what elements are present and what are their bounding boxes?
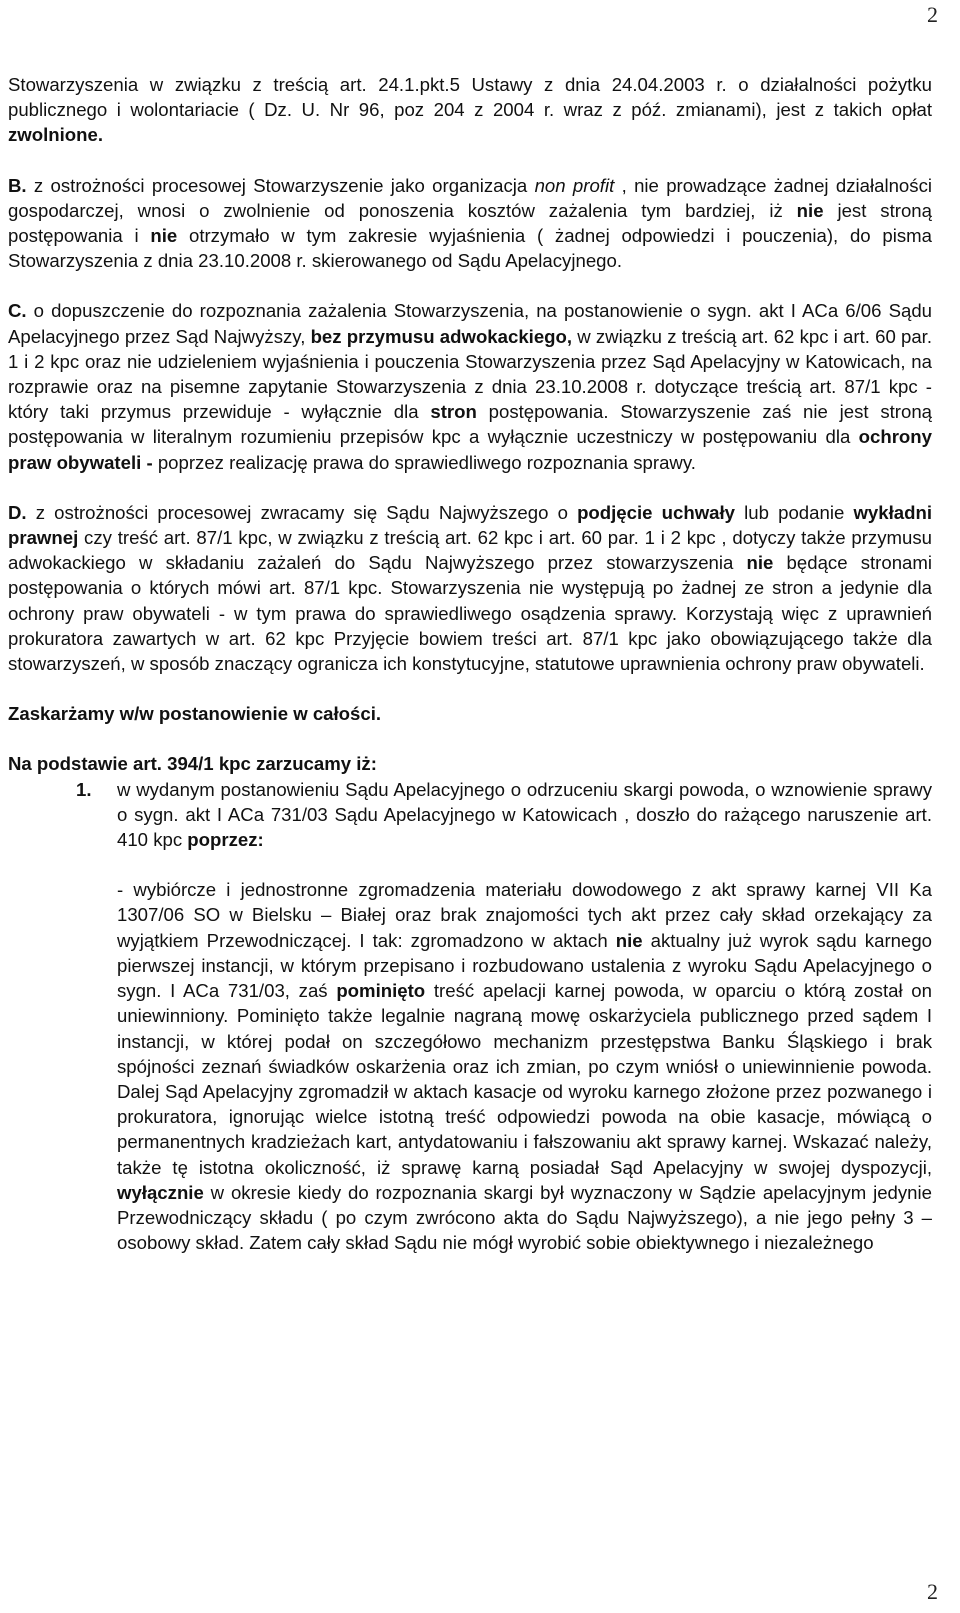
section-c-paragraph: [8, 298, 932, 474]
section-b-italic: non profit: [534, 174, 615, 196]
section-c-text-4: poprzez realizację prawa do sprawiedliwego rozpoznania sprawy.: [152, 451, 696, 473]
intro-paragraph: [8, 72, 932, 148]
intro-bold: zwolnione.: [8, 124, 104, 146]
point-1-text: w wydanym postanowieniu Sądu Apelacyjnego o odrzuceniu skargi powoda, o wznowienie sprawy o sygn. akt I ACa 731/03 Sądu Apelacyjnego w Katowicach , doszło do rażącego naruszenie art. 410 kpc: [117, 778, 932, 851]
section-c-letter: C.: [8, 300, 27, 322]
section-d-text-3: czy treść art. 87/1 kpc, w związku z treścią art. 62 kpc i art. 60 par. 1 i 2 kpc , dotyczy także przymusu adwokackiego w składaniu zażaleń do Sądu Najwyższego przez stowarzyszenia: [8, 527, 932, 574]
section-b-text-3: jest stroną postępowania i: [8, 199, 932, 247]
heading-appeal: Zaskarżamy w/w postanowienie w całości.: [8, 703, 382, 725]
intro-text: Stowarzyszenia w związku z treścią art. 24.1.pkt.5 Ustawy z dnia 24.04.2003 r. o działalności pożytku publicznego i wolontariacie ( Dz. U. Nr 96, poz 204 z 2004 r. wraz z póź. zmianami), jest z takich opłat: [8, 74, 932, 121]
section-d-paragraph: [8, 500, 932, 676]
section-b-text-2: , nie prowadzące żadnej działalności gospodarczej, wnosi o zwolnienie od ponoszenia kosztów zażalenia tym bardziej, iż: [8, 174, 932, 221]
detail-text-4: w okresie kiedy do rozpoznania skargi był wyznaczony w Sądzie apelacyjnym jedynie Przewodniczący składu ( po czym zwrócono akta do Sądu Najwyższego), a nie jego pełny 3 – osobowy skład. Zatem cały skład Sądu nie mógł wyrobić sobie obiektywnego i niezależnego: [117, 1181, 932, 1254]
detail-text-1: - wybiórcze i jednostronne zgromadzenia materiału dowodowego z akt sprawy karnej VII Ka 1307/06 SO w Bielsku – Białej oraz brak znajomości tych akt przez cały skład orzekający za wyjątkiem Przewodniczącej. I tak: zgromadzono w aktach: [117, 879, 932, 951]
section-b-letter: B.: [8, 174, 27, 196]
section-b-bold-2: nie: [150, 225, 178, 247]
section-d-bold-1: podjęcie uchwały: [577, 501, 736, 523]
detail-bold-1: nie: [615, 929, 643, 951]
detail-text-3: treść apelacji karnej powoda, w oparciu o którą został on uniewinniony. Pominięto także legalnie nagraną mowę oskarżyciela publicznego przed sądem I instancji, w której podał on szczegółowo mechanizm przestępstwa Banku Śląskiego i brak spójności zeznań świadków oskarżenia oraz ich zmian, po czym wniósł o uniewinnienie powoda. Dalej Sąd Apelacyjny zgromadził w aktach kasacje od wyroku karnego złożone przez pozwanego i prokuratora, ignorując wielce istotną treść odpowiedzi powoda na obie kasacje, mówiącą o permanentnych kradzieżach kart, antydatowaniu i fałszowaniu akt sprawy karnej. Wskazać należy, także tę istotna okoliczność, iż sprawę karną posiadał Sąd Apelacyjny w swojej dyspozycji,: [117, 980, 932, 1178]
section-d-text-2: lub podanie: [735, 501, 854, 523]
section-c-text-2: w związku z treścią art. 62 kpc i art. 60 par. 1 i 2 kpc oraz nie udzieleniem wyjaśnienia i pouczenia Stowarzyszenia przez Sąd Apelacyjny w Katowicach, na rozprawie oraz na pisemne zapytanie Stowarzyszenia z dnia 23.10.2008 r. dotyczące treścią art. 87/1 kpc - który taki przymus przewiduje - wyłącznie dla: [8, 325, 932, 423]
section-b-bold-1: nie: [796, 199, 824, 221]
section-b-text-4: otrzymało w tym zakresie wyjaśnienia ( żadnej odpowiedzi i pouczenia), do pisma Stowarzyszenia z dnia 23.10.2008 r. skierowanego od Sądu Apelacyjnego.: [8, 225, 932, 272]
section-d-text-4: będące stronami postępowania o których mówi art. 87/1 kpc. Stowarzyszenia nie występują po żadnej ze stron a jedynie dla ochrony praw obywateli - w tym prawa do sprawiedliwego osądzenia sprawy. Korzystają więc z uprawnień prokuratora zawartych w art. 62 kpc Przyjęcie bowiem treści art. 87/1 kpc jako obowiązującego także dla stowarzyszeń, w sposób znaczący ogranicza ich konstytucyjne, statutowe uprawnienia ochrony praw obywateli.: [8, 552, 932, 675]
charge-point-1: [8, 777, 932, 853]
point-number: 1.: [76, 778, 92, 800]
section-c-bold-2: stron: [430, 401, 477, 423]
heading-charges: Na podstawie art. 394/1 kpc zarzucamy iż:: [8, 753, 377, 775]
detail-bold-2: pominięto: [336, 980, 426, 1002]
point-1-bold: poprzez:: [187, 829, 264, 851]
section-d-bold-2: wykładni prawnej: [8, 501, 932, 549]
section-c-text-1: o dopuszczenie do rozpoznania zażalenia Stowarzyszenia, na postanowienie o sygn. akt I ACa 6/06 Sądu Apelacyjnego przez Sąd Najwyższy,: [8, 300, 932, 347]
detail-bold-3: wyłącznie: [117, 1181, 204, 1203]
section-d-text-1: z ostrożności procesowej zwracamy się Sądu Najwyższego o: [26, 501, 578, 523]
section-d-bold-3: nie: [746, 552, 774, 574]
section-b-text-1: z ostrożności procesowej Stowarzyszenie jako organizacja: [26, 174, 535, 196]
page-number-top: 2: [927, 2, 938, 27]
document-body: [8, 72, 932, 1255]
section-c-text-3: postępowania. Stowarzyszenie zaś nie jest stroną postępowania w literalnym rozumieniu przepisów kpc a wyłącznie uczestniczy w postępowaniu dla: [8, 401, 932, 448]
detail-text-2: aktualny już wyrok sądu karnego pierwszej instancji, w którym przepisano i rozbudowano ustalenia z wyroku Sądu Apelacyjnego o sygn. I ACa 731/03, zaś: [117, 929, 932, 1002]
section-d-letter: D.: [8, 501, 27, 523]
section-c-bold-1: bez przymusu adwokackiego,: [310, 325, 573, 347]
section-c-bold-3: ochrony praw obywateli -: [8, 426, 932, 473]
section-b-paragraph: [8, 173, 932, 274]
charge-point-1-detail: [8, 877, 932, 1255]
page-number-bottom: 2: [927, 1579, 938, 1604]
